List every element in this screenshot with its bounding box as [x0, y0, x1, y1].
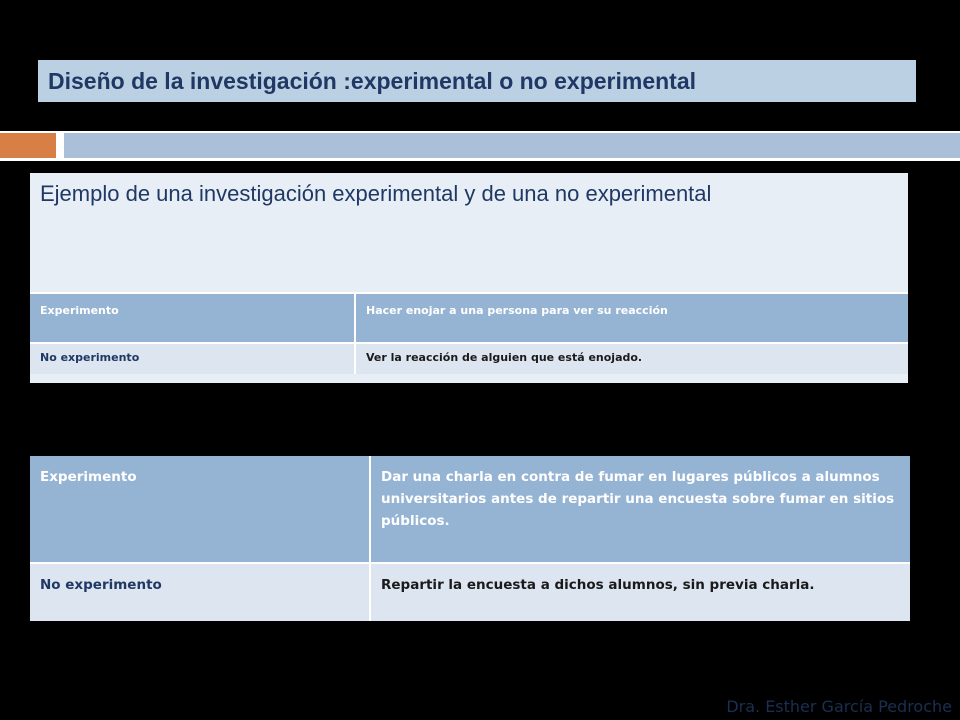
row-text: Dar una charla en contra de fumar en lugares públicos a alumnos universitarios antes de repartir una encuesta sobre fumar en sitios públicos.: [370, 456, 910, 563]
row-label: Experimento: [30, 456, 370, 563]
row-text: Repartir la encuesta a dichos alumnos, sin previa charla.: [370, 563, 910, 621]
row-text: Hacer enojar a una persona para ver su reacción: [355, 293, 908, 343]
divider-line-bottom: [0, 158, 960, 161]
row-label: No experimento: [30, 343, 355, 374]
slide-title-bar: [38, 60, 916, 102]
table-row: [30, 563, 910, 621]
row-text: Ver la reacción de alguien que está enojado.: [355, 343, 908, 374]
table-row: [30, 293, 908, 343]
divider-gap: [56, 131, 64, 161]
example-table-2: [30, 456, 910, 621]
author-footer: Dra. Esther García Pedroche: [726, 697, 952, 716]
example-content-box: [30, 173, 908, 383]
example-table-1: [30, 292, 908, 374]
row-label: No experimento: [30, 563, 370, 621]
slide-title: Diseño de la investigación :experimental o no experimental: [48, 67, 697, 94]
accent-bar-orange: [0, 133, 56, 158]
row-label: Experimento: [30, 293, 355, 343]
example-subtitle: Ejemplo de una investigación experimental y de una no experimental: [40, 181, 712, 206]
table-row: [30, 343, 908, 374]
table-row: [30, 456, 910, 563]
accent-bar-blue: [64, 133, 960, 158]
